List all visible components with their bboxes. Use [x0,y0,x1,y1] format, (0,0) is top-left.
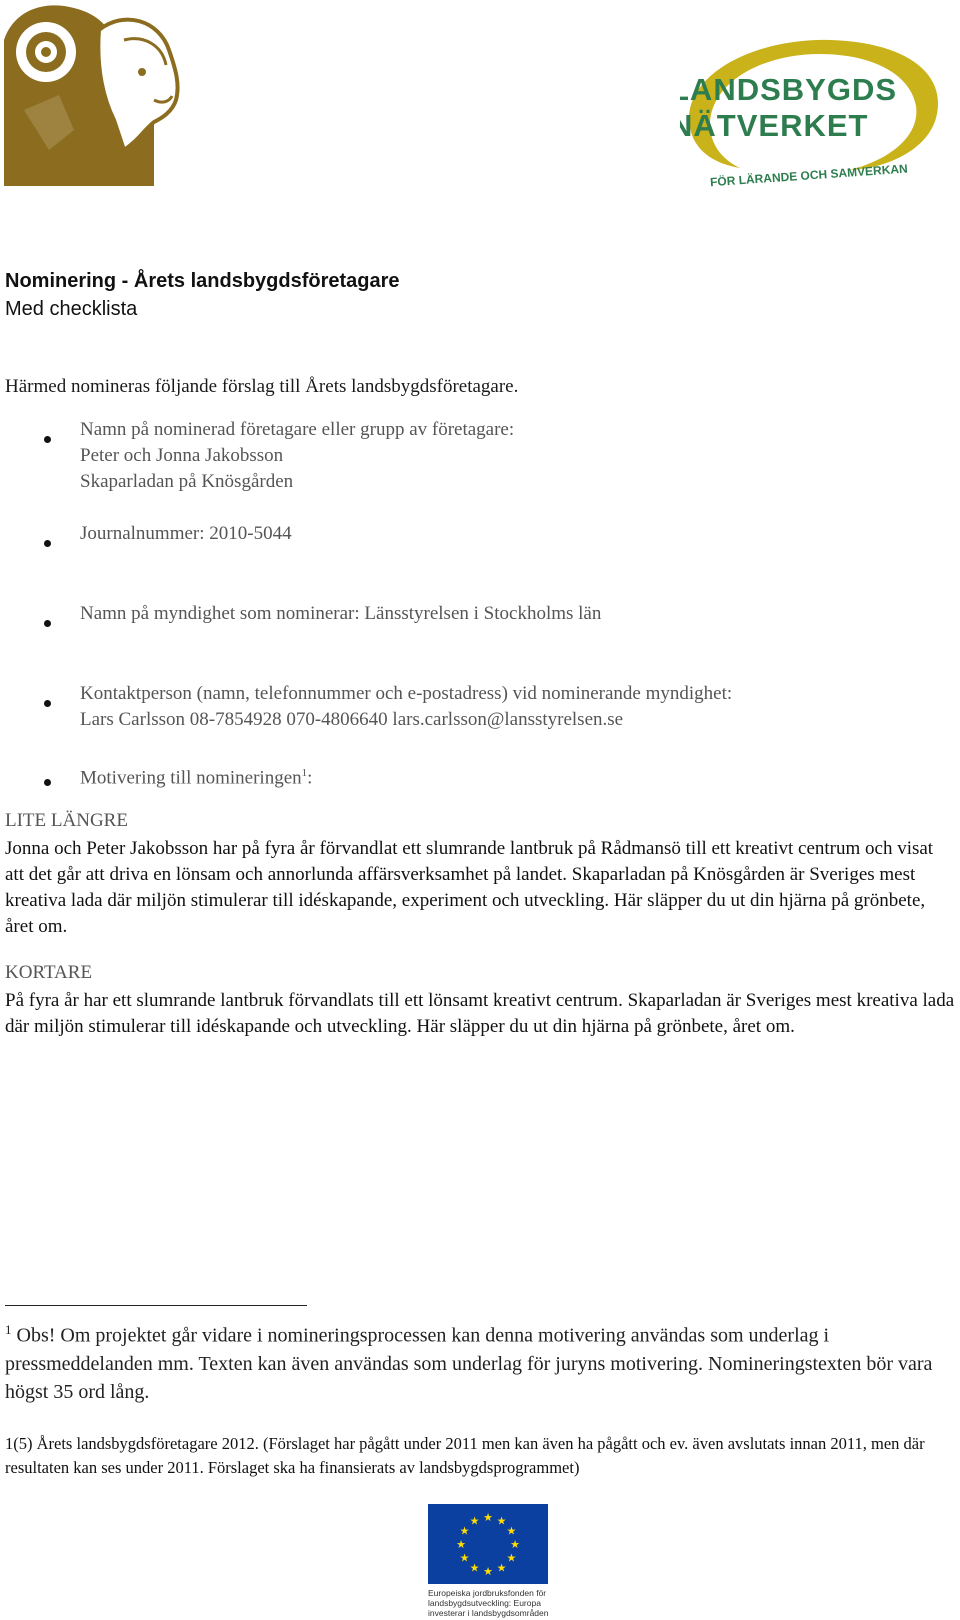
page-note: 1(5) Årets landsbygdsföretagare 2012. (Förslaget har pågått under 2011 men kan även ha pågått och ev. även avslutats innan 2011, men där resultaten kan ses under 2011. Förslaget ska ha finansierats av landsbygdsprogrammet) [5,1434,925,1477]
eu-star-icon: ★ [483,1565,493,1578]
shorter-heading: KORTARE [5,962,93,983]
bullet-motivation [80,760,312,791]
eu-star-icon: ★ [506,1524,517,1538]
eu-fund-text: Europeiska jordbruksfonden för landsbygdsutveckling: Europa investerar i landsbygdsområden [428,1588,549,1618]
longer-text: Jonna och Peter Jakobsson har på fyra år förvandlat ett slumrande lantbruk på Rådmansö till ett kreativt centrum och visat att det går att driva en lönsam och annorlunda affärsverksamhet på landet. Skaparladan på Knösgården är Sveriges mest kreativa lada där miljön stimulerar till idéskapande, experiment och utveckling. Här släpper du ut din hjärna på grönbete, året om. [5,838,934,937]
bullet-contact [80,681,732,733]
eu-star-icon: ★ [496,1561,507,1575]
eu-flag-icon [428,1504,548,1584]
footnote-text: Obs! Om projektet går vidare i nomineringsprocessen kan denna motivering användas som underlag i pressmeddelanden mm. Texten kan även användas som underlag för juryns motivering. Nomineringstexten bör vara högst 35 ord lång. [5,1324,933,1403]
ram-head-logo-icon [4,0,182,186]
eu-star-icon: ★ [456,1538,466,1551]
bullet-journal [80,521,292,547]
eu-star-icon: ★ [459,1524,470,1538]
document-subtitle: Med checklista [5,298,138,320]
eu-star-icon: ★ [510,1538,520,1551]
eu-star-icon: ★ [469,1561,480,1575]
eu-star-icon: ★ [496,1514,507,1528]
intro-text: Härmed nomineras följande förslag till Årets landsbygdsföretagare. [5,376,519,397]
longer-heading: LITE LÄNGRE [5,810,128,831]
bullet-dot [44,436,51,443]
landsbygdsnatverket-logo [680,18,956,193]
document-title: Nominering - Årets landsbygdsföretagare [5,270,400,292]
bullet-line: Journalnummer: 2010-5044 [80,523,292,544]
bullet-dot [44,700,51,707]
bullet-line: Skaparladan på Knösgården [80,471,294,492]
bullet-line: Namn på nominerad företagare eller grupp av företagare: [80,419,515,440]
eu-star-icon: ★ [469,1514,480,1528]
bullet-line: Kontaktperson (namn, telefonnummer och e-postadress) vid nominerande myndighet: [80,683,733,704]
motivation-suffix: : [307,767,313,789]
motivation-label: Motivering till nomineringen [80,767,302,789]
bullet-line: Namn på myndighet som nominerar: Länsstyrelsen i Stockholms län [80,603,602,624]
bullet-dot [44,540,51,547]
bullet-nominee [80,417,514,495]
eu-flag-logo [428,1504,548,1584]
eu-star-icon: ★ [506,1551,517,1565]
logo-line1: LANDSBYGDS [680,72,898,107]
bullet-dot [44,779,51,786]
footnote [5,1316,960,1406]
footnote-marker: 1 [5,1322,12,1337]
eu-star-icon: ★ [483,1511,493,1524]
bullet-dot [44,620,51,627]
bullet-line: Peter och Jonna Jakobsson [80,445,284,466]
logo-line2: NÄTVERKET [680,108,869,143]
eu-star-icon: ★ [459,1551,470,1565]
bullet-line: Lars Carlsson 08-7854928 070-4806640 lars.carlsson@lansstyrelsen.se [80,709,624,730]
ram-logo [4,0,182,186]
footnote-ref[interactable]: 1 [301,767,308,779]
shorter-text: På fyra år har ett slumrande lantbruk förvandlats till ett lönsamt kreativt centrum. Skaparladan är Sveriges mest kreativa lada där miljön stimulerar till idéskapande och utveckling. Här släpper du ut din hjärna på grönbete, året om. [5,990,955,1037]
bullet-authority [80,601,601,627]
logo-tagline: FÖR LÄRANDE OCH SAMVERKAN [709,161,909,190]
footnote-rule [5,1305,307,1306]
